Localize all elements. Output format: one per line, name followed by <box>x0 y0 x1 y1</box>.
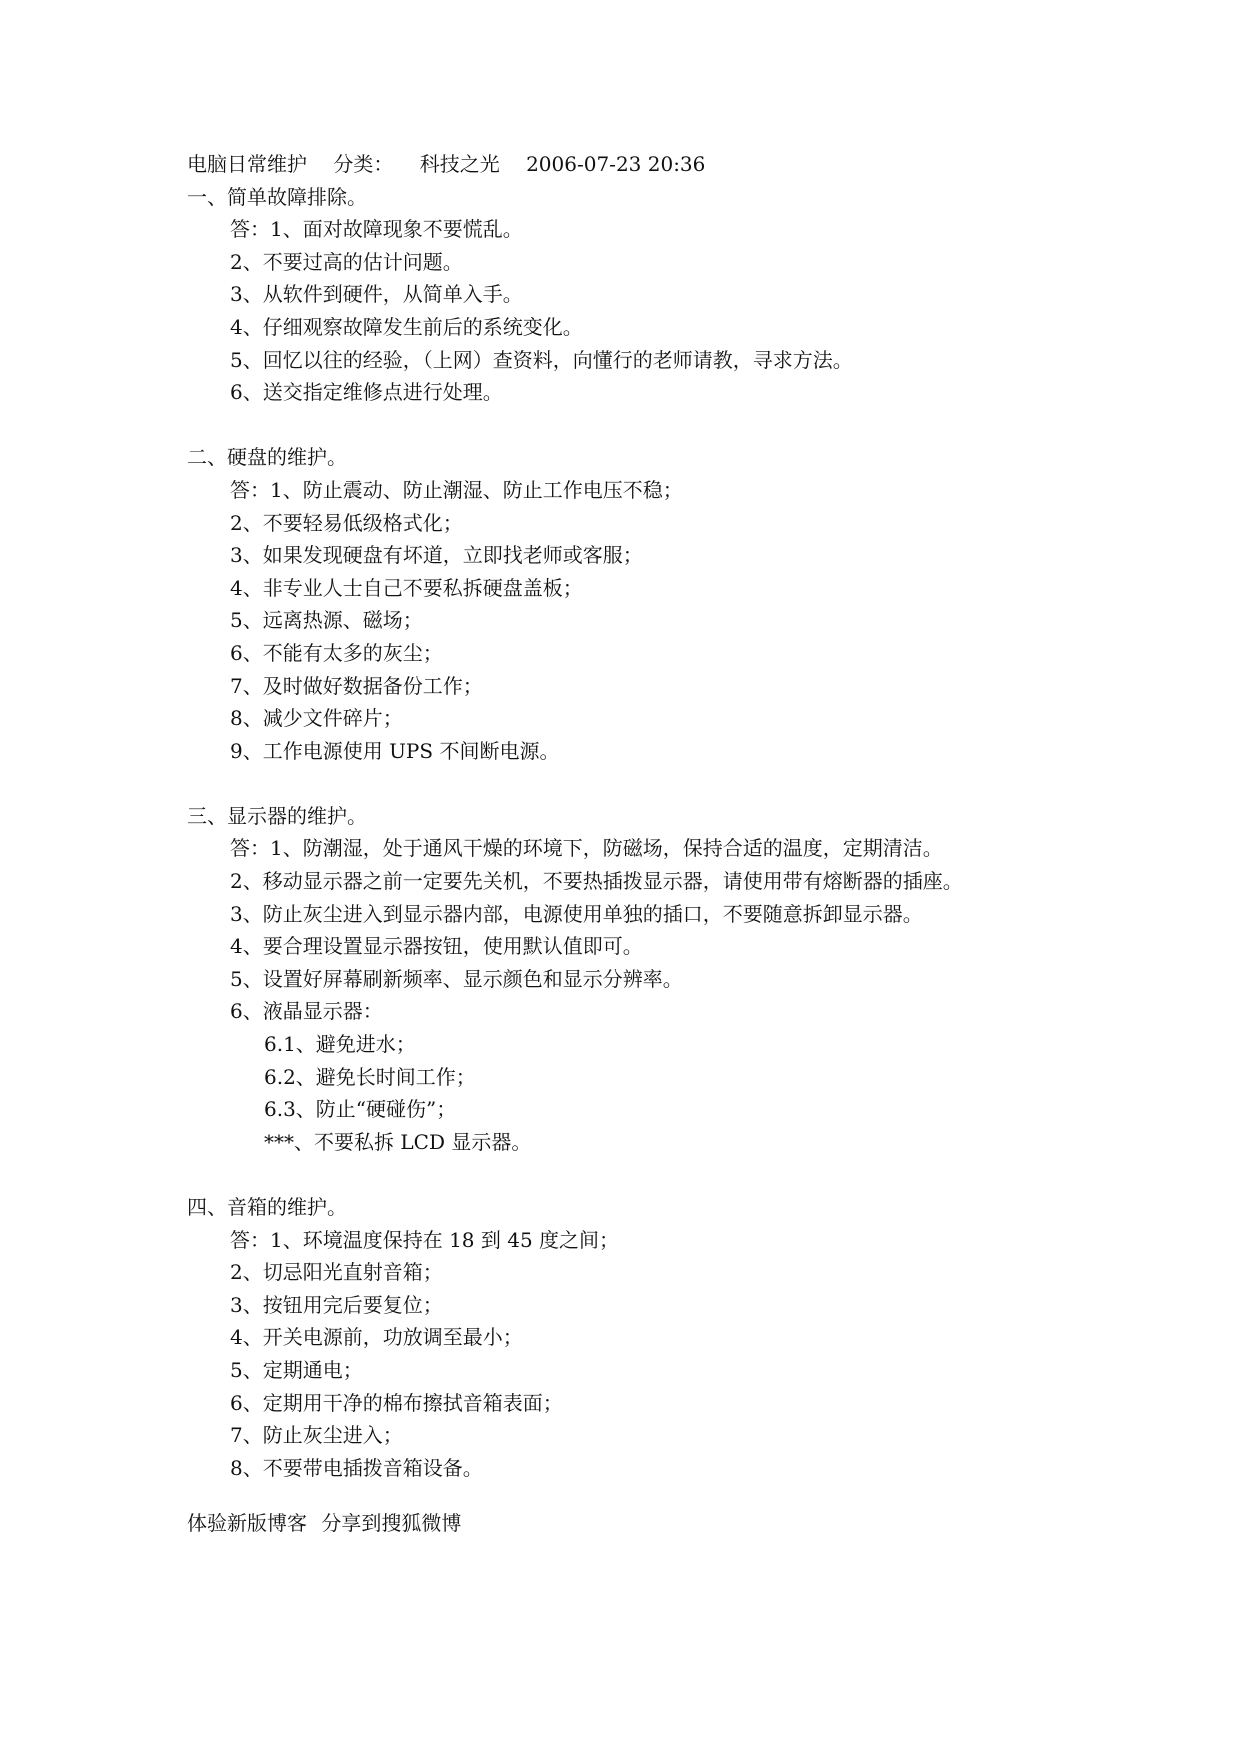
list-item: 2、不要轻易低级格式化； <box>230 510 463 535</box>
section-spacer <box>187 1484 1187 1507</box>
list-item: 8、不要带电插拨音箱设备。 <box>230 1455 483 1480</box>
list-item: 答：1、面对故障现象不要慌乱。 <box>230 217 523 242</box>
sub-list-item: 6.3、防止“硬碰伤”； <box>264 1097 457 1122</box>
list-item: 9、工作电源使用 UPS 不间断电源。 <box>230 738 560 763</box>
list-item: 4、开关电源前，功放调至最小； <box>230 1325 523 1350</box>
list-item: 6、送交指定维修点进行处理。 <box>230 380 503 405</box>
sub-list-item: ***、不要私拆 LCD 显示器。 <box>264 1129 532 1154</box>
post-header <box>187 148 1187 181</box>
list-item: 2、切忌阳光直射音箱； <box>230 1260 443 1285</box>
list-item: 5、远离热源、磁场； <box>230 608 423 633</box>
list-item: 3、从软件到硬件，从简单入手。 <box>230 282 523 307</box>
list-item: 4、仔细观察故障发生前后的系统变化。 <box>230 314 583 339</box>
section-heading: 三、显示器的维护。 <box>187 803 367 828</box>
list-item: 答：1、防潮湿，处于通风干燥的环境下，防磁场，保持合适的温度，定期清洁。 <box>230 836 943 861</box>
list-item: 4、非专业人士自己不要私拆硬盘盖板； <box>230 575 583 600</box>
document-body <box>187 148 1187 1540</box>
post-title: 电脑日常维护 <box>187 152 307 176</box>
list-item: 8、减少文件碎片； <box>230 706 403 731</box>
list-item: 2、移动显示器之前一定要先关机，不要热插拨显示器，请使用带有熔断器的插座。 <box>230 869 963 894</box>
section-heading: 二、硬盘的维护。 <box>187 445 347 470</box>
section-spacer <box>187 409 1187 442</box>
section-spacer <box>187 1158 1187 1191</box>
list-item: 答：1、防止震动、防止潮湿、防止工作电压不稳； <box>230 477 683 502</box>
share-weibo-link[interactable]: 分享到搜狐微博 <box>321 1511 462 1536</box>
section-heading: 一、简单故障排除。 <box>187 184 367 209</box>
list-item: 3、按钮用完后要复位； <box>230 1292 443 1317</box>
list-item: 5、回忆以往的经验，（上网）查资料，向懂行的老师请教，寻求方法。 <box>230 347 853 372</box>
list-item: 6、液晶显示器： <box>230 999 383 1024</box>
section-spacer <box>187 767 1187 800</box>
list-item: 5、设置好屏幕刷新频率、显示颜色和显示分辨率。 <box>230 966 683 991</box>
list-item: 答：1、环境温度保持在 18 到 45 度之间； <box>230 1227 620 1252</box>
list-item: 3、如果发现硬盘有坏道，立即找老师或客服； <box>230 543 643 568</box>
list-item: 3、防止灰尘进入到显示器内部，电源使用单独的插口，不要随意拆卸显示器。 <box>230 901 923 926</box>
category-value: 科技之光 <box>419 152 500 176</box>
sub-list-item: 6.1、避免进水； <box>264 1032 416 1057</box>
post-datetime: 2006-07-23 20:36 <box>526 152 706 176</box>
list-item: 7、及时做好数据备份工作； <box>230 673 483 698</box>
list-item: 6、定期用干净的棉布擦拭音箱表面； <box>230 1390 563 1415</box>
new-blog-link[interactable]: 体验新版博客 <box>187 1511 307 1536</box>
category-label: 分类： <box>333 152 394 176</box>
section-heading: 四、音箱的维护。 <box>187 1195 347 1219</box>
footer-links <box>187 1507 1187 1540</box>
list-item: 5、定期通电； <box>230 1357 363 1382</box>
list-item: 4、要合理设置显示器按钮，使用默认值即可。 <box>230 934 643 959</box>
list-item: 2、不要过高的估计问题。 <box>230 249 463 274</box>
list-item: 7、防止灰尘进入； <box>230 1423 403 1448</box>
list-item: 6、不能有太多的灰尘； <box>230 640 443 665</box>
sub-list-item: 6.2、避免长时间工作； <box>264 1064 476 1089</box>
